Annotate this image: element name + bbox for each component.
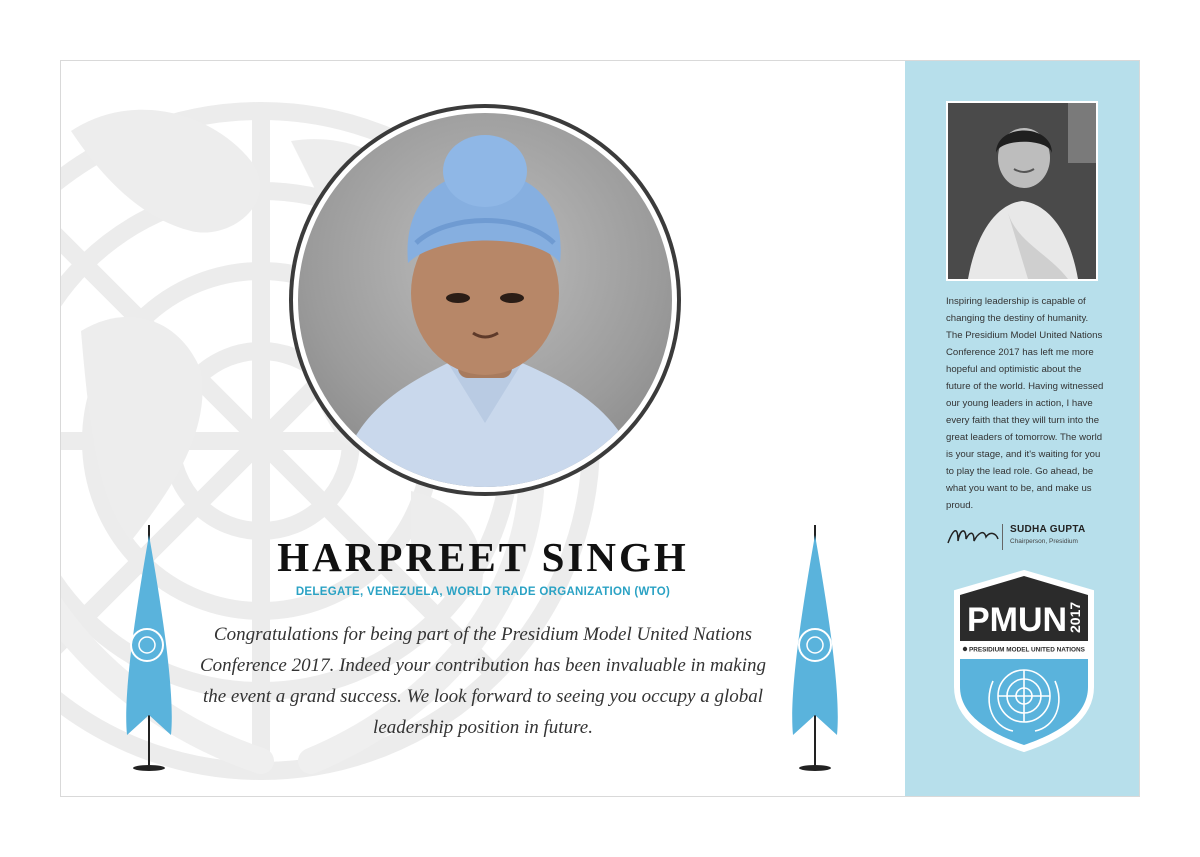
recipient-photo-frame — [289, 104, 681, 496]
recipient-name: HARPREET SINGH — [277, 534, 689, 580]
logo-year: 2017 — [1067, 601, 1083, 633]
pmun-2017-logo — [953, 569, 1095, 753]
signatory-name: SUDHA GUPTA — [1010, 524, 1086, 535]
un-flag-right — [785, 525, 845, 771]
signature-block — [946, 521, 1126, 551]
un-flag-left — [119, 525, 179, 771]
chairperson-portrait-illustration — [948, 103, 1096, 279]
logo-tagline: PRESIDIUM MODEL UNITED NATIONS — [969, 646, 1085, 654]
logo-main-text: PMUN — [967, 601, 1068, 639]
recipient-portrait-illustration — [298, 113, 672, 487]
recipient-role: DELEGATE, VENEZUELA, WORLD TRADE ORGANIZATION (WTO) — [295, 586, 671, 598]
signatory-title: Chairperson, Presidium — [1010, 538, 1078, 545]
recipient-photo — [298, 113, 672, 487]
chairperson-photo — [946, 101, 1098, 281]
chairperson-sidebar — [905, 61, 1140, 797]
signature-divider — [1002, 524, 1003, 550]
certificate-card — [60, 60, 1140, 797]
chairperson-quote: Inspiring leadership is capable of changing the destiny of humanity. The Presidium Model United Nations Conference 2017 has left me more hopeful and optimistic about the future of the world. Having witnessed our young leaders in action, I have every faith that they will turn into the great leaders of tomorrow. The world is your stage, and it's waiting for you to play the lead role. Go ahead, be what you want to be, and make us proud. — [946, 296, 1104, 511]
congratulations-message: Congratulations for being part of the Presidium Model United Nations Conference 2017. Indeed your contribution has been invaluable in making the event a grand success. We look forward to seeing you occupy a global leadership position in future. — [199, 624, 766, 738]
handwritten-signature — [946, 521, 1000, 551]
logo-bullet-icon — [963, 647, 967, 651]
